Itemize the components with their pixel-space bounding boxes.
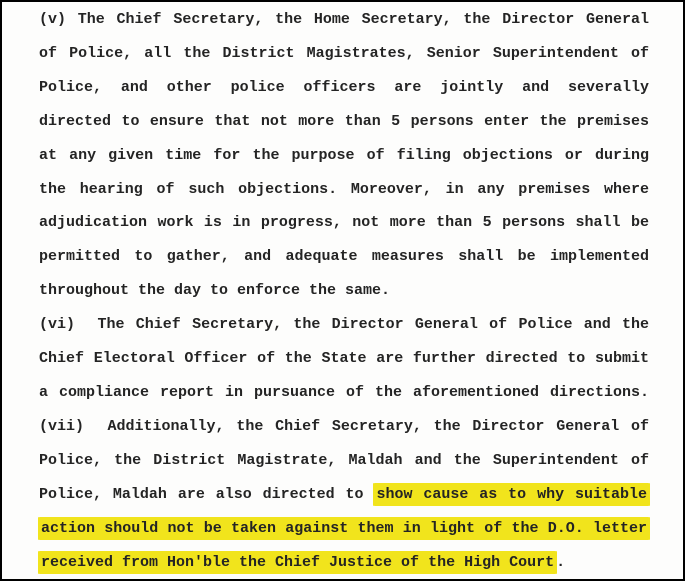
text-segment: Chief Electoral Officer of the State are further directed to submit bbox=[39, 350, 649, 368]
text-segment: . bbox=[556, 553, 566, 571]
text-segment: at any given time for the purpose of filing objections or during bbox=[39, 146, 649, 164]
document-line bbox=[39, 105, 649, 139]
text-segment: (v) The Chief Secretary, the Home Secretary, the Director General bbox=[39, 11, 649, 28]
document-line bbox=[39, 444, 649, 478]
document-line bbox=[39, 139, 649, 173]
text-segment: throughout the day to enforce the same. bbox=[39, 282, 391, 300]
document-text-block bbox=[39, 3, 649, 579]
document-line bbox=[39, 206, 649, 240]
text-segment: the hearing of such objections. Moreover, in any premises where bbox=[39, 180, 649, 198]
document-line bbox=[39, 3, 649, 37]
document-line bbox=[39, 512, 649, 546]
text-segment: Police, the District Magistrate, Maldah and the Superintendent of bbox=[39, 451, 649, 469]
document-line bbox=[39, 308, 649, 342]
text-segment: permitted to gather, and adequate measures shall be implemented bbox=[39, 248, 649, 266]
document-line bbox=[39, 410, 649, 444]
document-line bbox=[39, 546, 649, 580]
highlighted-text: show cause as to why suitable bbox=[374, 483, 649, 506]
document-line bbox=[39, 274, 649, 308]
document-line bbox=[39, 478, 649, 512]
document-line bbox=[39, 173, 649, 207]
text-segment: (vi) The Chief Secretary, the Director General of Police and the bbox=[39, 316, 649, 334]
document-line bbox=[39, 240, 649, 274]
highlighted-text: action should not be taken against them in light of the D.O. letter bbox=[39, 517, 649, 540]
text-segment: Police, and other police officers are jointly and severally bbox=[39, 78, 649, 96]
document-line bbox=[39, 71, 649, 105]
document-line bbox=[39, 376, 649, 410]
text-segment: directed to ensure that not more than 5 persons enter the premises bbox=[39, 112, 649, 130]
document-line bbox=[39, 342, 649, 376]
text-segment: (vii) Additionally, the Chief Secretary, the Director General of bbox=[39, 417, 649, 435]
text-segment: Police, Maldah are also directed to bbox=[39, 485, 375, 503]
text-segment: of Police, all the District Magistrates, Senior Superintendent of bbox=[39, 44, 649, 62]
highlighted-text: received from Hon'ble the Chief Justice of the High Court bbox=[39, 551, 556, 574]
text-segment: a compliance report in pursuance of the aforementioned directions. bbox=[39, 383, 649, 401]
document-line bbox=[39, 37, 649, 71]
text-segment: adjudication work is in progress, not more than 5 persons shall be bbox=[39, 214, 649, 232]
